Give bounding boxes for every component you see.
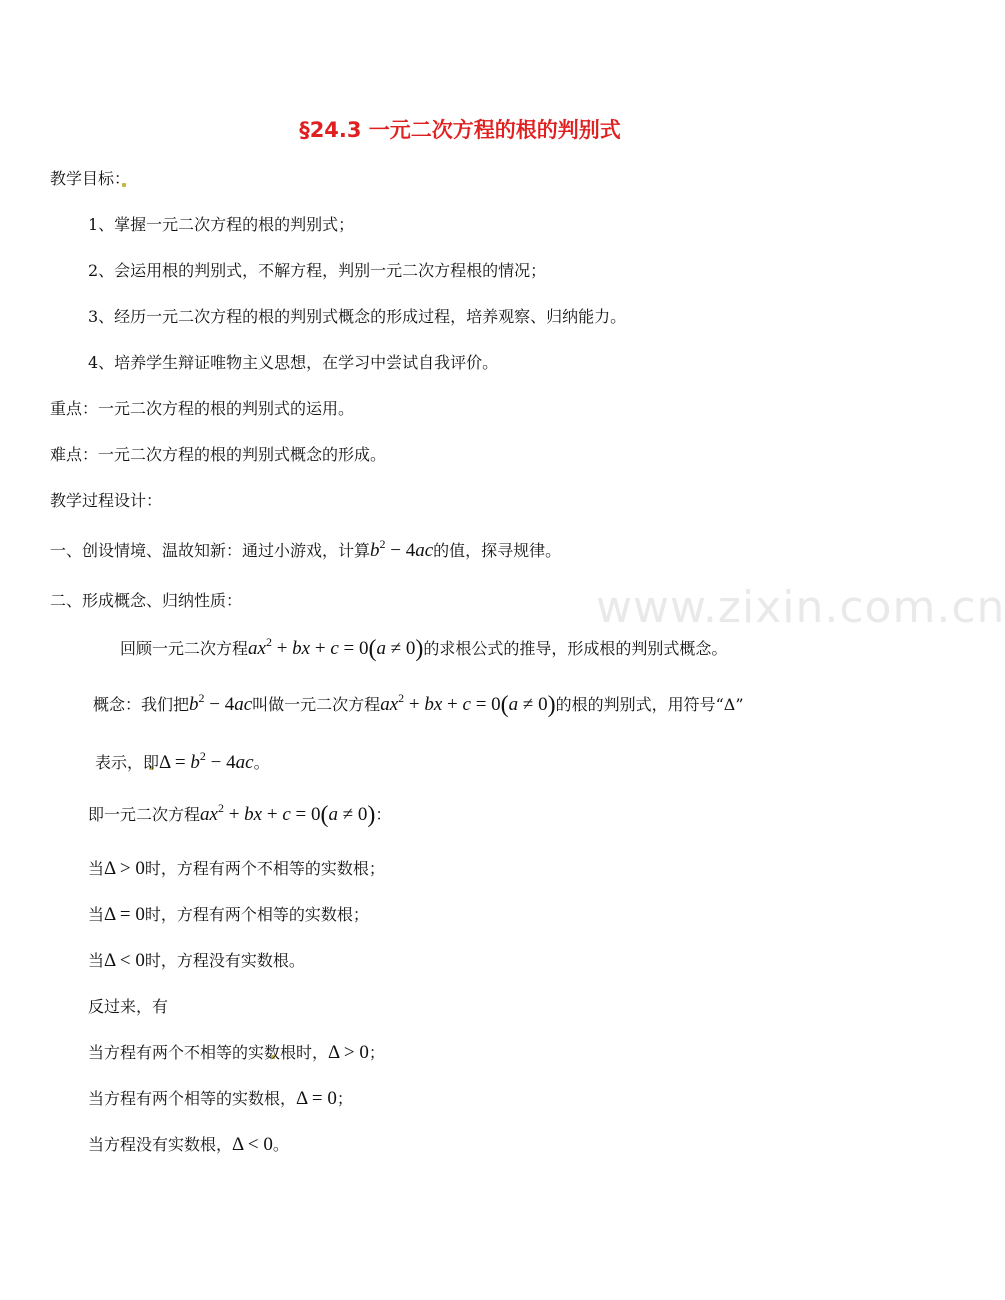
objectives-heading: 教学目标：	[50, 169, 131, 188]
case-line	[88, 904, 369, 926]
converse-text: 当方程有两个相等的实数根，	[88, 1089, 297, 1108]
namely-prefix: 即一元二次方程	[88, 805, 201, 824]
case-prefix: 当	[88, 951, 105, 970]
concept-line	[93, 691, 744, 718]
case-suffix: 时，方程有两个相等的实数根；	[144, 905, 369, 924]
represent-prefix: 表示，即	[95, 753, 160, 772]
namely-suffix: ：	[375, 805, 392, 824]
case-line	[88, 950, 305, 972]
case-expr: Δ = 0	[104, 904, 145, 925]
converse-case	[88, 1088, 353, 1110]
converse-expr: Δ < 0	[232, 1134, 273, 1155]
converse-expr: Δ = 0	[296, 1088, 337, 1109]
namely-line	[88, 801, 392, 828]
objective-item: 2、会运用根的判别式，不解方程，判别一元二次方程根的情况；	[88, 261, 547, 280]
represent-line	[95, 749, 270, 774]
discriminant-expr: $b^2 - 4ac$	[370, 537, 434, 561]
difficulty: 难点：一元二次方程的根的判别式概念的形成。	[50, 445, 387, 464]
section-1-suffix: 的值，探寻规律。	[433, 541, 562, 560]
key-point: 重点：一元二次方程的根的判别式的运用。	[50, 399, 355, 418]
converse-text: 当方程有两个不相等的实数根时，	[88, 1043, 329, 1062]
case-expr: Δ > 0	[104, 858, 145, 879]
review-line	[120, 635, 728, 662]
converse-text: 当方程没有实数根，	[88, 1135, 233, 1154]
section-1-prefix: 一、创设情境、温故知新：通过小游戏，计算	[50, 541, 371, 560]
converse-case	[88, 1042, 385, 1064]
objective-item: 3、经历一元二次方程的根的判别式概念的形成过程，培养观察、归纳能力。	[88, 307, 627, 326]
case-suffix: 时，方程有两个不相等的实数根；	[144, 859, 385, 878]
concept-suffix: 的根的判别式，用符号“Δ”	[555, 695, 744, 714]
converse-end: ；	[368, 1043, 385, 1062]
case-prefix: 当	[88, 859, 105, 878]
section-2-heading: 二、形成概念、归纳性质：	[50, 591, 243, 610]
watermark: www.zixin.com.cn	[596, 582, 1005, 633]
section-1	[50, 537, 562, 562]
case-suffix: 时，方程没有实数根。	[144, 951, 305, 970]
case-expr: Δ < 0	[104, 950, 145, 971]
concept-prefix: 概念：我们把	[93, 695, 190, 714]
objective-item: 4、培养学生辩证唯物主义思想，在学习中尝试自我评价。	[88, 353, 499, 372]
discriminant-expr: $b^2 - 4ac$	[189, 691, 253, 715]
converse-expr: Δ > 0	[328, 1042, 369, 1063]
page-title: §24.3 一元二次方程的根的判别式	[299, 118, 621, 142]
represent-suffix: 。	[253, 753, 270, 772]
case-line	[88, 858, 385, 880]
quadratic-equation: $ax^2$ + bx + c = 0(a ≠ 0)	[248, 635, 424, 662]
conversely: 反过来，有	[88, 997, 169, 1016]
quadratic-equation: $ax^2$ + bx + c = 0(a ≠ 0)	[380, 691, 556, 718]
review-suffix: 的求根公式的推导，形成根的判别式概念。	[423, 639, 728, 658]
converse-end: 。	[272, 1135, 289, 1154]
concept-middle: 叫做一元二次方程	[252, 695, 381, 714]
process-heading: 教学过程设计：	[50, 491, 163, 510]
review-prefix: 回顾一元二次方程	[120, 639, 249, 658]
delta-definition: $\Delta = b^2 - 4ac$	[159, 749, 254, 773]
case-prefix: 当	[88, 905, 105, 924]
objective-item: 1、掌握一元二次方程的根的判别式；	[88, 215, 355, 234]
converse-case	[88, 1134, 289, 1156]
converse-end: ；	[336, 1089, 353, 1108]
quadratic-equation: $ax^2$ + bx + c = 0(a ≠ 0)	[200, 801, 376, 828]
